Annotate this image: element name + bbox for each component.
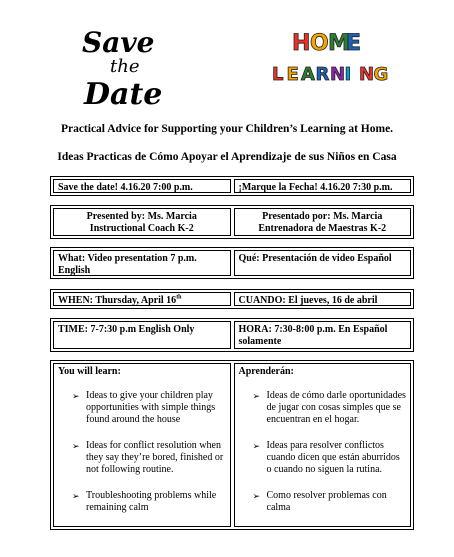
learn-spanish-heading: Aprenderán:: [238, 366, 294, 377]
arrow-bullet-icon: ➢: [72, 391, 80, 401]
logo-letter: I: [344, 64, 352, 85]
learn-english-heading: You will learn:: [58, 366, 121, 377]
arrow-bullet-icon: ➢: [72, 441, 80, 451]
logo-date-word: Date: [84, 77, 163, 112]
logo-save-word: Save: [82, 26, 155, 59]
logo-letter: L: [272, 64, 284, 85]
date-english: Save the date! 4.16.20 7:00 p.m.: [53, 179, 231, 193]
presenter-english-line1: Presented by: Ms. Marcia: [86, 211, 197, 222]
learn-english-item-text: Troubleshooting problems while remaining calm: [86, 490, 217, 513]
home-learning-logo: [270, 24, 390, 94]
date-row: [50, 176, 414, 196]
list-item: [72, 440, 226, 476]
logo-learning-word: [272, 64, 388, 85]
when-english: [53, 292, 231, 306]
learn-english-item-text: Ideas for conflict resolution when they say they’re bored, finished or not following routine.: [86, 440, 224, 475]
presenter-spanish-line2: Entrenadora de Maestras K-2: [258, 223, 387, 234]
when-row: [50, 289, 414, 309]
learn-spanish-item-text: Ideas de cómo darle oportunidades de jugar con cosas simples que se encuentran en el hogar.: [266, 390, 406, 425]
learn-english: [53, 363, 231, 527]
logo-letter: N: [359, 64, 375, 85]
list-item: [253, 440, 407, 476]
logo-letter: A: [301, 64, 315, 85]
logo-letter: E: [346, 31, 362, 56]
presenter-english: [53, 208, 231, 236]
what-row: [50, 247, 414, 279]
logo-letter: G: [373, 64, 389, 85]
logo-letter: M: [328, 31, 350, 56]
learn-spanish-list: [239, 390, 407, 514]
presenter-row: [50, 205, 414, 239]
logo-letter: O: [310, 31, 329, 56]
arrow-bullet-icon: ➢: [252, 391, 261, 401]
learn-row: [50, 360, 414, 530]
presenter-english-line2: Instructional Coach K-2: [89, 223, 194, 234]
presenter-spanish-line1: Presentado por: Ms. Marcia: [262, 211, 383, 222]
heading-english: Practical Advice for Supporting your Children’s Learning at Home.: [60, 123, 394, 135]
list-item: [253, 490, 407, 514]
when-english-suffix: th: [176, 294, 182, 301]
presenter-spanish: [234, 208, 412, 236]
learn-spanish-item-text: Ideas para resolver conflictos cuando dicen que están aburridos o cuando no siguen la rutina.: [266, 440, 400, 475]
time-spanish: HORA: 7:30-8:00 p.m. En Español solamente: [234, 321, 412, 349]
arrow-bullet-icon: ➢: [72, 491, 80, 501]
list-item: [253, 390, 407, 426]
logo-home-word: [292, 31, 361, 56]
what-english: What: Video presentation 7 p.m. English: [53, 250, 231, 276]
learn-spanish-item-text: Como resolver problemas con calma: [266, 490, 387, 513]
what-spanish: Qué: Presentación de video Español: [234, 250, 412, 276]
when-spanish: CUANDO: El jueves, 16 de abril: [234, 292, 412, 306]
learn-spanish: [234, 363, 412, 527]
date-spanish: ¡Marque la Fecha! 4.16.20 7:30 p.m.: [234, 179, 412, 193]
list-item: [72, 490, 226, 514]
save-the-date-logo: [60, 22, 170, 112]
logo-letter: N: [330, 64, 346, 85]
logo-the-word: the: [110, 56, 140, 77]
list-item: [72, 390, 226, 426]
time-row: [50, 318, 414, 352]
learn-english-item-text: Ideas to give your children play opportunities with simple things found around the house: [86, 390, 216, 425]
logo-letter: H: [292, 31, 311, 56]
logo-letter: E: [286, 64, 299, 85]
time-english: TIME: 7-7:30 p.m English Only: [53, 321, 231, 349]
learn-english-list: [58, 390, 226, 514]
heading-spanish: Ideas Practicas de Cómo Apoyar el Aprendizaje de sus Niños en Casa: [57, 151, 397, 163]
arrow-bullet-icon: ➢: [252, 491, 261, 501]
logo-letter: R: [315, 64, 330, 85]
arrow-bullet-icon: ➢: [252, 441, 261, 451]
when-english-text: WHEN: Thursday, April 16: [58, 295, 177, 306]
